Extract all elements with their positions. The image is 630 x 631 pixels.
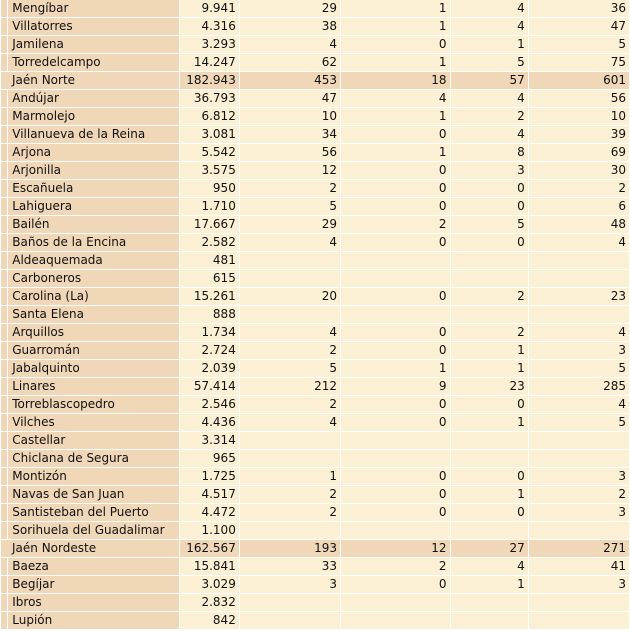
value-cell-3: 57: [451, 72, 528, 89]
value-cell-2: 18: [341, 72, 450, 89]
population-cell: 9.941: [180, 0, 238, 17]
table-row: [1, 378, 629, 395]
value-cell-1: 2: [240, 504, 340, 521]
table-row: [1, 126, 629, 143]
row-indent: [1, 576, 7, 593]
value-cell-1: 193: [240, 540, 340, 557]
value-cell-1: 56: [240, 144, 340, 161]
value-cell-3: 4: [451, 126, 528, 143]
value-cell-1: 212: [240, 378, 340, 395]
area-name-cell: Mengíbar: [8, 0, 179, 17]
table-row: [1, 18, 629, 35]
value-cell-1: 2: [240, 396, 340, 413]
value-cell-3: 0: [451, 396, 528, 413]
value-cell-4: 3: [529, 576, 629, 593]
value-cell-3: 2: [451, 324, 528, 341]
area-name-cell: Linares: [8, 378, 179, 395]
value-cell-3: 1: [451, 414, 528, 431]
value-cell-4: [529, 612, 629, 629]
population-cell: 842: [180, 612, 238, 629]
value-cell-3: 0: [451, 234, 528, 251]
table-row: [1, 486, 629, 503]
value-cell-1: [240, 594, 340, 611]
table-row: [1, 594, 629, 611]
value-cell-4: 5: [529, 360, 629, 377]
population-cell: 1.100: [180, 522, 238, 539]
value-cell-4: 36: [529, 0, 629, 17]
row-indent: [1, 306, 7, 323]
value-cell-3: [451, 450, 528, 467]
area-name-cell: Jabalquinto: [8, 360, 179, 377]
row-indent: [1, 252, 7, 269]
value-cell-1: 5: [240, 360, 340, 377]
value-cell-3: 0: [451, 198, 528, 215]
area-name-cell: Bailén: [8, 216, 179, 233]
table-row: [1, 360, 629, 377]
value-cell-1: 5: [240, 198, 340, 215]
table-row: [1, 270, 629, 287]
value-cell-4: 3: [529, 342, 629, 359]
value-cell-4: [529, 522, 629, 539]
value-cell-4: 601: [529, 72, 629, 89]
population-cell: 2.039: [180, 360, 238, 377]
row-indent: [1, 450, 7, 467]
value-cell-1: [240, 450, 340, 467]
area-name-cell: Torreblascopedro: [8, 396, 179, 413]
value-cell-3: 3: [451, 162, 528, 179]
value-cell-4: 10: [529, 108, 629, 125]
population-cell: 36.793: [180, 90, 238, 107]
value-cell-1: 33: [240, 558, 340, 575]
population-cell: 14.247: [180, 54, 238, 71]
row-indent: [1, 378, 7, 395]
area-name-cell: Castellar: [8, 432, 179, 449]
value-cell-1: 29: [240, 0, 340, 17]
value-cell-2: [341, 432, 450, 449]
row-indent: [1, 90, 7, 107]
table-row: [1, 54, 629, 71]
table-row: [1, 234, 629, 251]
table-row: [1, 108, 629, 125]
row-indent: [1, 612, 7, 629]
value-cell-2: 2: [341, 558, 450, 575]
group-total-row: [1, 540, 629, 557]
value-cell-2: [341, 594, 450, 611]
area-name-cell: Jaén Nordeste: [1, 540, 179, 557]
value-cell-4: 271: [529, 540, 629, 557]
row-indent: [1, 558, 7, 575]
value-cell-2: 1: [341, 144, 450, 161]
row-indent: [1, 486, 7, 503]
value-cell-3: 4: [451, 0, 528, 17]
population-cell: 3.081: [180, 126, 238, 143]
table-row: [1, 36, 629, 53]
row-indent: [1, 504, 7, 521]
row-indent: [1, 0, 7, 17]
value-cell-3: [451, 270, 528, 287]
table-row: [1, 450, 629, 467]
population-cell: 6.812: [180, 108, 238, 125]
population-cell: 2.832: [180, 594, 238, 611]
value-cell-1: 4: [240, 414, 340, 431]
group-total-row: [1, 72, 629, 89]
value-cell-2: 0: [341, 288, 450, 305]
population-cell: 5.542: [180, 144, 238, 161]
value-cell-1: 62: [240, 54, 340, 71]
area-name-cell: Chiclana de Segura: [8, 450, 179, 467]
value-cell-2: [341, 612, 450, 629]
value-cell-2: 0: [341, 504, 450, 521]
area-name-cell: Baeza: [8, 558, 179, 575]
value-cell-2: [341, 450, 450, 467]
value-cell-1: 2: [240, 180, 340, 197]
value-cell-2: 0: [341, 468, 450, 485]
population-cell: 15.261: [180, 288, 238, 305]
row-indent: [1, 432, 7, 449]
value-cell-1: [240, 252, 340, 269]
area-name-cell: Marmolejo: [8, 108, 179, 125]
table-row: [1, 468, 629, 485]
area-name-cell: Vilches: [8, 414, 179, 431]
value-cell-3: 4: [451, 90, 528, 107]
table-row: [1, 612, 629, 629]
value-cell-4: 5: [529, 36, 629, 53]
area-name-cell: Torredelcampo: [8, 54, 179, 71]
value-cell-4: 23: [529, 288, 629, 305]
area-name-cell: Baños de la Encina: [8, 234, 179, 251]
row-indent: [1, 162, 7, 179]
area-name-cell: Arquillos: [8, 324, 179, 341]
value-cell-2: 0: [341, 234, 450, 251]
value-cell-4: 4: [529, 324, 629, 341]
row-indent: [1, 468, 7, 485]
row-indent: [1, 54, 7, 71]
value-cell-3: 5: [451, 216, 528, 233]
value-cell-4: [529, 450, 629, 467]
value-cell-1: 10: [240, 108, 340, 125]
table-row: [1, 216, 629, 233]
row-indent: [1, 18, 7, 35]
value-cell-1: 453: [240, 72, 340, 89]
area-name-cell: Villatorres: [8, 18, 179, 35]
value-cell-2: 0: [341, 342, 450, 359]
area-name-cell: Lupión: [8, 612, 179, 629]
table-row: [1, 576, 629, 593]
value-cell-3: 2: [451, 288, 528, 305]
value-cell-2: 0: [341, 414, 450, 431]
table-row: [1, 414, 629, 431]
value-cell-3: [451, 522, 528, 539]
population-cell: 1.725: [180, 468, 238, 485]
value-cell-4: 47: [529, 18, 629, 35]
value-cell-1: 3: [240, 576, 340, 593]
value-cell-1: 47: [240, 90, 340, 107]
population-cell: 4.436: [180, 414, 238, 431]
population-cell: 2.546: [180, 396, 238, 413]
population-cell: 3.293: [180, 36, 238, 53]
area-name-cell: Santisteban del Puerto: [8, 504, 179, 521]
row-indent: [1, 414, 7, 431]
table-row: [1, 432, 629, 449]
value-cell-3: 1: [451, 342, 528, 359]
table-row: [1, 0, 629, 17]
value-cell-2: 9: [341, 378, 450, 395]
value-cell-3: 1: [451, 36, 528, 53]
row-indent: [1, 216, 7, 233]
value-cell-4: [529, 306, 629, 323]
population-cell: 965: [180, 450, 238, 467]
area-name-cell: Andújar: [8, 90, 179, 107]
population-cell: 57.414: [180, 378, 238, 395]
value-cell-4: 3: [529, 468, 629, 485]
value-cell-2: 2: [341, 216, 450, 233]
row-indent: [1, 126, 7, 143]
value-cell-2: 0: [341, 162, 450, 179]
value-cell-1: 12: [240, 162, 340, 179]
area-name-cell: Carboneros: [8, 270, 179, 287]
table-row: [1, 180, 629, 197]
value-cell-2: [341, 522, 450, 539]
value-cell-2: 1: [341, 0, 450, 17]
row-indent: [1, 36, 7, 53]
value-cell-4: 75: [529, 54, 629, 71]
value-cell-4: 2: [529, 180, 629, 197]
table-row: [1, 396, 629, 413]
value-cell-3: 1: [451, 486, 528, 503]
row-indent: [1, 324, 7, 341]
value-cell-3: 1: [451, 360, 528, 377]
table-row: [1, 342, 629, 359]
value-cell-1: 4: [240, 234, 340, 251]
value-cell-1: [240, 432, 340, 449]
population-cell: 888: [180, 306, 238, 323]
population-cell: 615: [180, 270, 238, 287]
value-cell-4: 69: [529, 144, 629, 161]
table-row: [1, 324, 629, 341]
table-row: [1, 252, 629, 269]
value-cell-4: [529, 270, 629, 287]
value-cell-4: [529, 432, 629, 449]
row-indent: [1, 594, 7, 611]
area-name-cell: Guarromán: [8, 342, 179, 359]
value-cell-1: 34: [240, 126, 340, 143]
population-cell: 4.472: [180, 504, 238, 521]
area-name-cell: Navas de San Juan: [8, 486, 179, 503]
value-cell-4: 285: [529, 378, 629, 395]
population-cell: 3.314: [180, 432, 238, 449]
area-name-cell: Jaén Norte: [1, 72, 179, 89]
value-cell-2: 4: [341, 90, 450, 107]
value-cell-1: 4: [240, 36, 340, 53]
value-cell-1: 2: [240, 486, 340, 503]
population-cell: 3.575: [180, 162, 238, 179]
area-name-cell: Arjona: [8, 144, 179, 161]
area-name-cell: Lahiguera: [8, 198, 179, 215]
value-cell-4: 48: [529, 216, 629, 233]
value-cell-1: 1: [240, 468, 340, 485]
value-cell-4: 3: [529, 504, 629, 521]
area-name-cell: Carolina (La): [8, 288, 179, 305]
value-cell-2: 1: [341, 18, 450, 35]
table-body: [1, 0, 629, 629]
value-cell-3: 1: [451, 576, 528, 593]
value-cell-2: 0: [341, 126, 450, 143]
value-cell-2: [341, 252, 450, 269]
population-cell: 182.943: [180, 72, 238, 89]
value-cell-3: 0: [451, 504, 528, 521]
value-cell-2: 0: [341, 486, 450, 503]
population-cell: 481: [180, 252, 238, 269]
population-cell: 15.841: [180, 558, 238, 575]
area-name-cell: Begíjar: [8, 576, 179, 593]
population-cell: 17.667: [180, 216, 238, 233]
value-cell-1: [240, 270, 340, 287]
population-cell: 1.734: [180, 324, 238, 341]
row-indent: [1, 288, 7, 305]
value-cell-4: 5: [529, 414, 629, 431]
table-row: [1, 198, 629, 215]
table-row: [1, 162, 629, 179]
value-cell-2: 0: [341, 36, 450, 53]
row-indent: [1, 342, 7, 359]
table-row: [1, 504, 629, 521]
row-indent: [1, 234, 7, 251]
table-row: [1, 558, 629, 575]
value-cell-3: 4: [451, 558, 528, 575]
table-row: [1, 90, 629, 107]
value-cell-3: 2: [451, 108, 528, 125]
value-cell-3: 5: [451, 54, 528, 71]
area-name-cell: Villanueva de la Reina: [8, 126, 179, 143]
row-indent: [1, 522, 7, 539]
area-name-cell: Jamilena: [8, 36, 179, 53]
value-cell-1: 20: [240, 288, 340, 305]
table-row: [1, 522, 629, 539]
row-indent: [1, 198, 7, 215]
value-cell-3: [451, 432, 528, 449]
value-cell-2: 1: [341, 54, 450, 71]
value-cell-3: [451, 612, 528, 629]
value-cell-1: 29: [240, 216, 340, 233]
area-name-cell: Sorihuela del Guadalimar: [8, 522, 179, 539]
area-name-cell: Santa Elena: [8, 306, 179, 323]
value-cell-3: 27: [451, 540, 528, 557]
population-cell: 950: [180, 180, 238, 197]
value-cell-3: 0: [451, 180, 528, 197]
value-cell-3: 23: [451, 378, 528, 395]
value-cell-2: 0: [341, 198, 450, 215]
table-row: [1, 306, 629, 323]
row-indent: [1, 180, 7, 197]
value-cell-4: 41: [529, 558, 629, 575]
population-cell: 3.029: [180, 576, 238, 593]
value-cell-2: 0: [341, 180, 450, 197]
area-name-cell: Ibros: [8, 594, 179, 611]
value-cell-2: 12: [341, 540, 450, 557]
value-cell-4: 39: [529, 126, 629, 143]
value-cell-3: [451, 252, 528, 269]
population-cell: 2.582: [180, 234, 238, 251]
value-cell-4: 56: [529, 90, 629, 107]
table-row: [1, 144, 629, 161]
row-indent: [1, 360, 7, 377]
value-cell-3: [451, 306, 528, 323]
population-cell: 1.710: [180, 198, 238, 215]
value-cell-2: 1: [341, 108, 450, 125]
value-cell-4: [529, 594, 629, 611]
value-cell-2: 0: [341, 396, 450, 413]
row-indent: [1, 270, 7, 287]
value-cell-1: [240, 612, 340, 629]
value-cell-4: 6: [529, 198, 629, 215]
value-cell-2: 0: [341, 324, 450, 341]
value-cell-2: [341, 306, 450, 323]
value-cell-1: [240, 522, 340, 539]
value-cell-1: 2: [240, 342, 340, 359]
area-name-cell: Escañuela: [8, 180, 179, 197]
value-cell-4: 2: [529, 486, 629, 503]
value-cell-3: [451, 594, 528, 611]
population-cell: 4.316: [180, 18, 238, 35]
value-cell-2: [341, 270, 450, 287]
value-cell-3: 4: [451, 18, 528, 35]
row-indent: [1, 396, 7, 413]
value-cell-4: 30: [529, 162, 629, 179]
value-cell-1: 4: [240, 324, 340, 341]
population-cell: 162.567: [180, 540, 238, 557]
value-cell-1: [240, 306, 340, 323]
area-name-cell: Aldeaquemada: [8, 252, 179, 269]
row-indent: [1, 108, 7, 125]
value-cell-4: [529, 252, 629, 269]
value-cell-3: 8: [451, 144, 528, 161]
table-row: [1, 288, 629, 305]
value-cell-4: 4: [529, 396, 629, 413]
area-name-cell: Montizón: [8, 468, 179, 485]
population-cell: 4.517: [180, 486, 238, 503]
value-cell-3: 0: [451, 468, 528, 485]
population-cell: 2.724: [180, 342, 238, 359]
value-cell-1: 38: [240, 18, 340, 35]
row-indent: [1, 144, 7, 161]
value-cell-4: 4: [529, 234, 629, 251]
area-name-cell: Arjonilla: [8, 162, 179, 179]
value-cell-2: 1: [341, 360, 450, 377]
value-cell-2: 0: [341, 576, 450, 593]
